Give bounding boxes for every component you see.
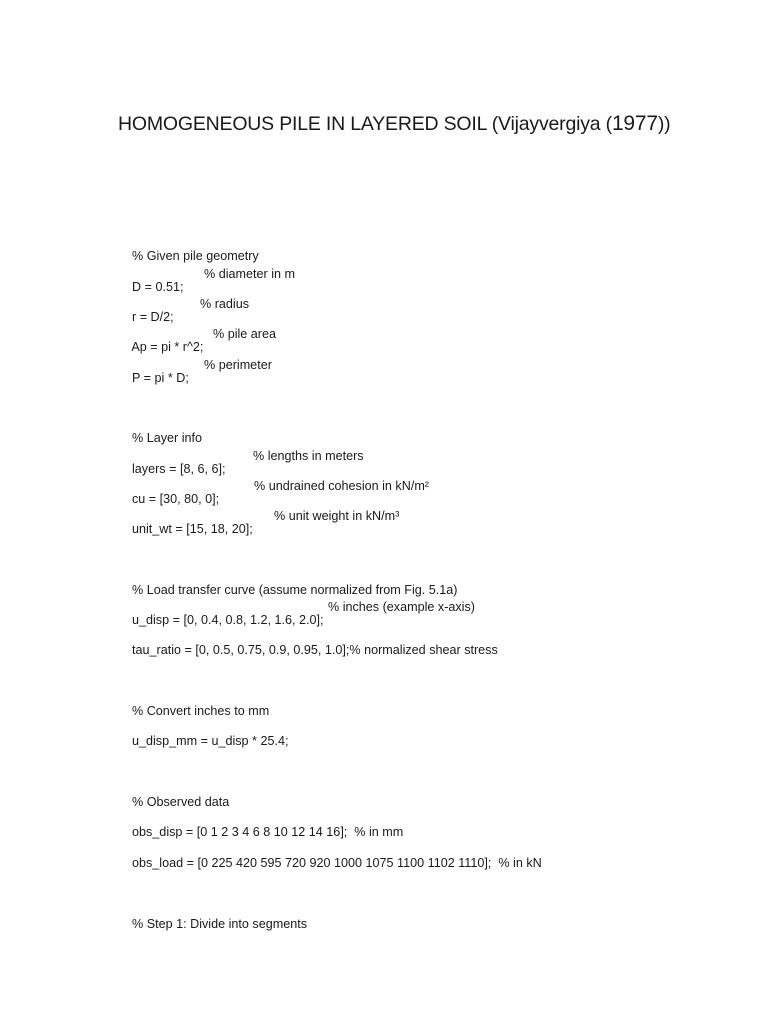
code-text: cu = [30, 80, 0]; [132,491,220,506]
inline-comment: % pile area [213,327,277,341]
code-line-unit-wt [118,509,400,560]
title-close: )) [657,113,671,135]
code-line-obs-load [118,844,542,882]
code-text: tau_ratio = [0, 0.5, 0.75, 0.9, 0.95, 1.0];% normalized shear stress [132,642,498,657]
code-text: % Layer info [132,430,203,445]
code-text: unit_wt = [15, 18, 20]; [132,521,253,536]
code-text: P = pi * D; [132,370,189,385]
inline-comment: % lengths in meters [253,449,364,463]
inline-comment: % perimeter [204,358,272,372]
inline-comment: % undrained cohesion in kN/m² [254,479,430,493]
code-text: % Given pile geometry [132,248,259,263]
inline-comment: % inches (example x-axis) [328,600,475,614]
inline-comment: % unit weight in kN/m³ [274,509,400,523]
code-text: % Step 1: Divide into segments [132,916,308,931]
code-text: r = D/2; [132,309,174,324]
title-year: 1977 [611,112,658,135]
code-text: % Observed data [132,794,230,809]
code-text: D = 0.51; [132,279,184,294]
code-text: obs_load = [0 225 420 595 720 920 1000 1075 1100 1102 1110]; % in kN [132,855,542,870]
code-line-tau-ratio [118,631,498,669]
code-line-comment-step1 [118,905,307,943]
code-text: Ap = pi * r^2; [131,339,204,354]
code-text: % Convert inches to mm [132,703,270,718]
title-text: HOMOGENEOUS PILE IN LAYERED SOIL (Vijayvergiya ( [118,113,612,135]
code-text: u_disp = [0, 0.4, 0.8, 1.2, 1.6, 2.0]; [132,612,324,627]
code-text: layers = [8, 6, 6]; [132,461,226,476]
document-title [118,112,670,136]
code-text: u_disp_mm = u_disp * 25.4; [132,733,289,748]
code-line-p [118,358,272,409]
code-text: obs_disp = [0 1 2 3 4 6 8 10 12 14 16]; % in mm [132,824,404,839]
code-line-u-disp-mm [118,722,288,760]
inline-comment: % radius [200,297,249,311]
code-text: % Load transfer curve (assume normalized from Fig. 5.1a) [132,582,458,597]
inline-comment: % diameter in m [204,267,295,281]
